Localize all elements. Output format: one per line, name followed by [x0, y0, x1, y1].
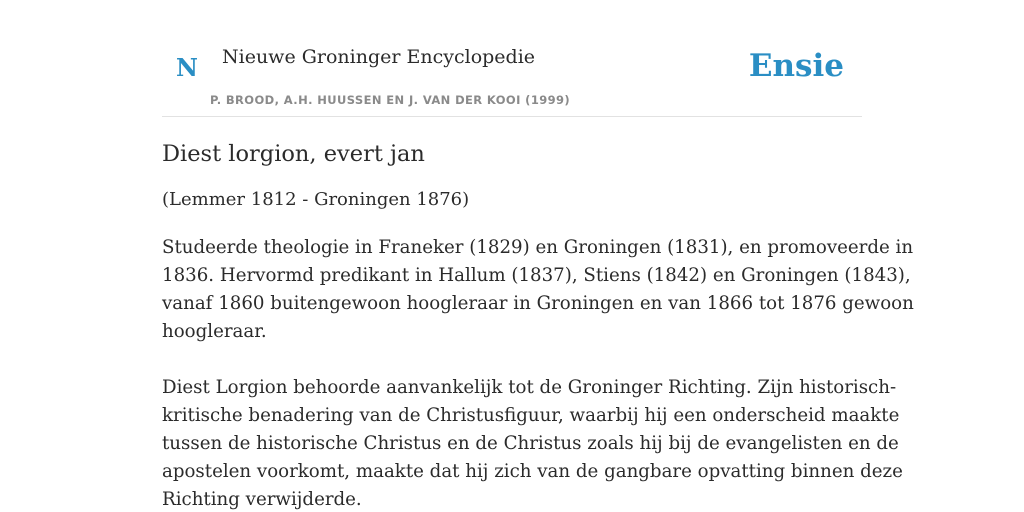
paragraph-line: apostelen voorkomt, maakte dat hij zich van de gangbare opvatting binnen deze [162, 460, 903, 482]
brand-logo[interactable]: Ensie [748, 48, 844, 84]
paragraph-line: vanaf 1860 buitengewoon hoogleraar in Groningen en van 1866 tot 1876 gewoon [162, 292, 914, 314]
source-authors: P. BROOD, A.H. HUUSSEN EN J. VAN DER KOOI (1999) [210, 93, 571, 107]
entry-content [162, 139, 914, 512]
paragraph-line: 1836. Hervormd predikant in Hallum (1837), Stiens (1842) en Groningen (1843), [162, 264, 911, 286]
paragraph-line: Studeerde theologie in Franeker (1829) en Groningen (1831), en promoveerde in [162, 236, 914, 258]
entry-subtitle: (Lemmer 1812 - Groningen 1876) [162, 189, 470, 211]
entry-paragraph [162, 234, 914, 346]
entry-paragraph [162, 374, 903, 512]
source-header [162, 0, 862, 117]
paragraph-line: Richting verwijderde. [162, 488, 362, 510]
paragraph-line: kritische benadering van de Christusfiguur, waarbij hij een onderscheid maakte [162, 404, 900, 426]
source-title[interactable]: Nieuwe Groninger Encyclopedie [222, 46, 536, 68]
paragraph-line: tussen de historische Christus en de Christus zoals hij bij de evangelisten en de [162, 432, 899, 454]
source-logo[interactable]: N [176, 53, 198, 82]
paragraph-line: Diest Lorgion behoorde aanvankelijk tot de Groninger Richting. Zijn historisch- [162, 376, 897, 398]
paragraph-line: hoogleraar. [162, 320, 267, 342]
entry-title: Diest lorgion, evert jan [162, 141, 425, 167]
